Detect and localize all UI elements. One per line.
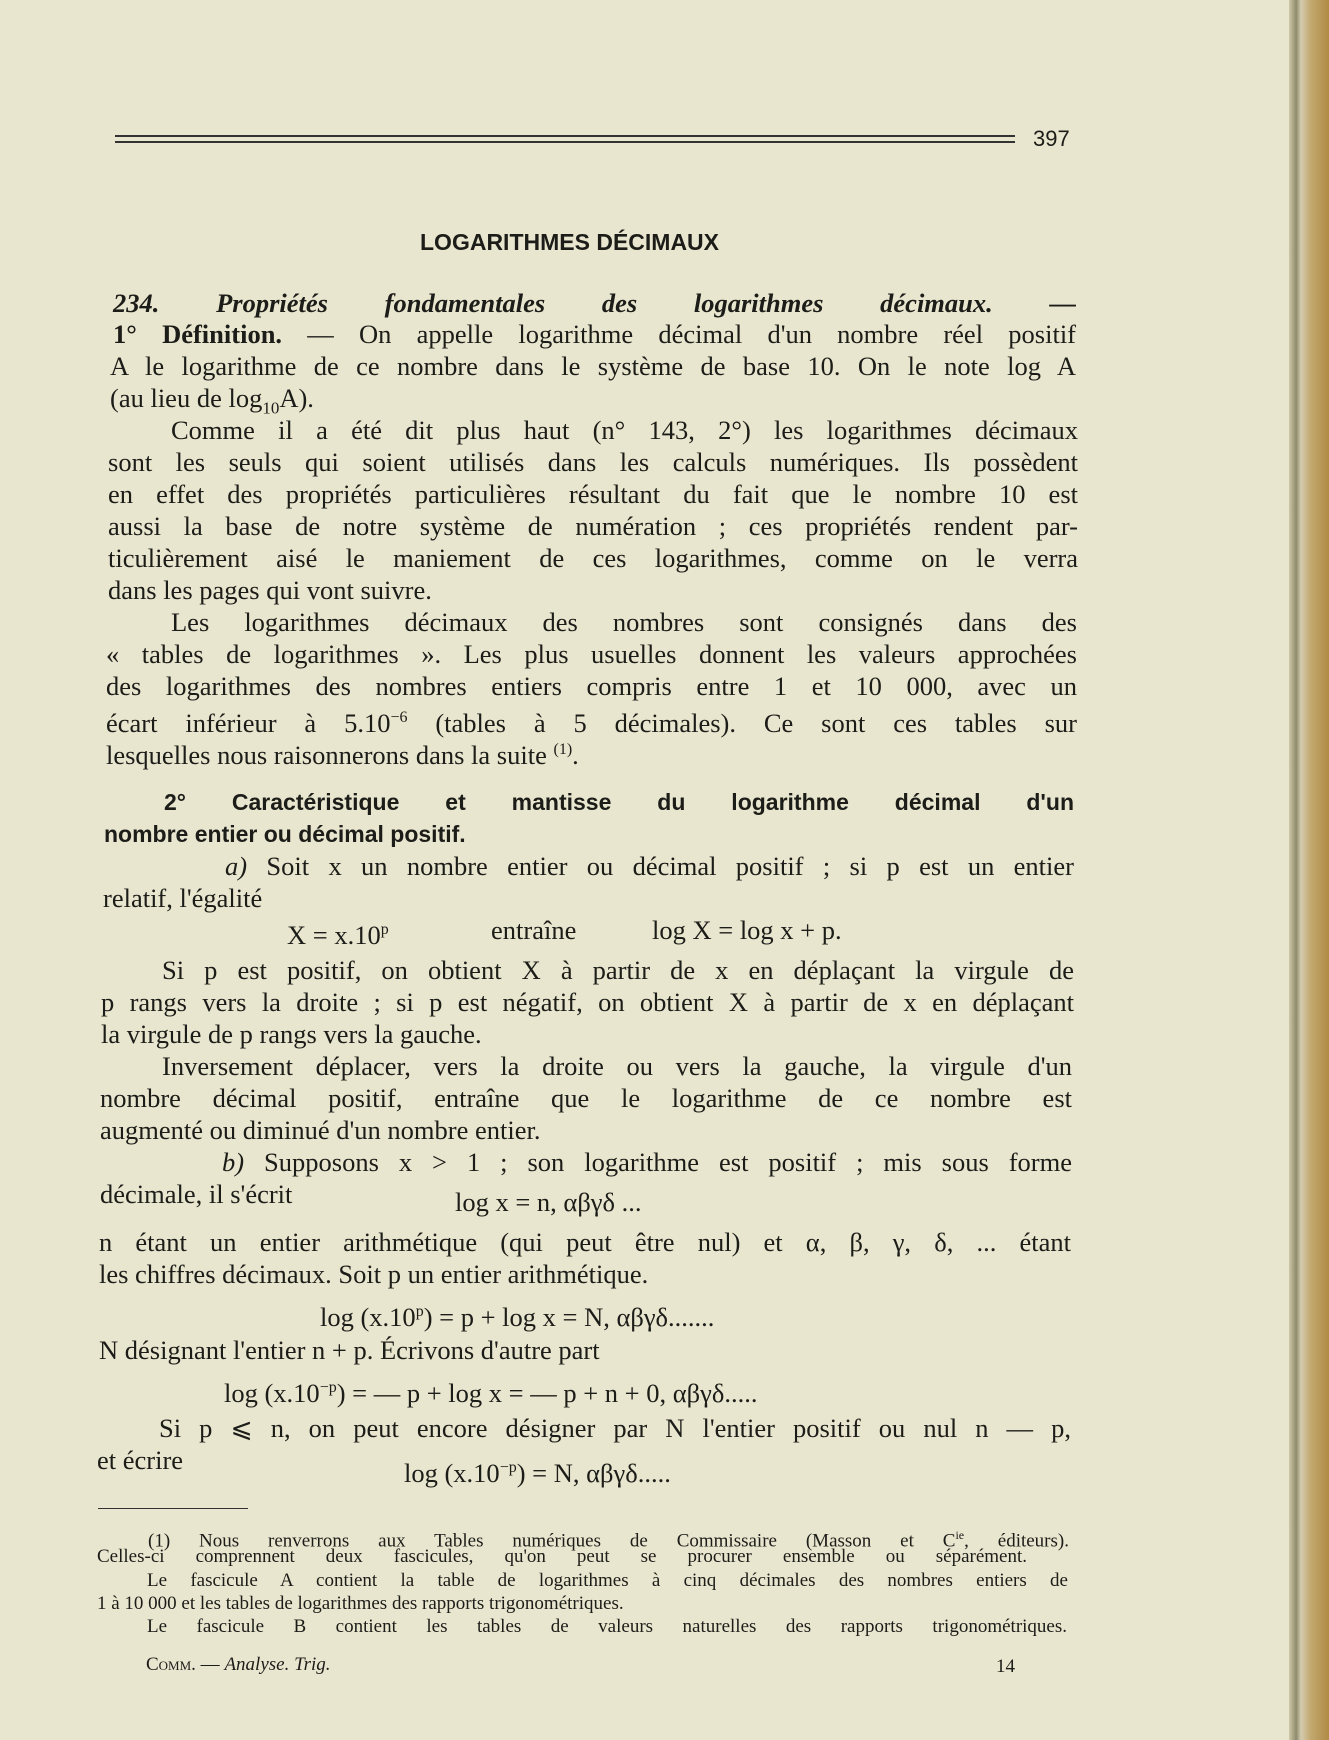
superscript: ie (955, 1528, 965, 1542)
text-span: écart inférieur à 5.10 (106, 707, 391, 738)
para-line: la virgule de p rangs vers la gauche. (101, 1019, 482, 1049)
para-line: des logarithmes des nombres entiers compris entre 1 et 10 000, avec un (106, 671, 1077, 701)
para-line (106, 734, 579, 771)
text-span: ) = — p + log x = — p + n + 0, αβγδ..... (336, 1377, 758, 1408)
para-line: et écrire (97, 1445, 184, 1475)
header-rule (115, 141, 1015, 143)
footnote-line: Celles-ci comprennent deux fascicules, qu'on peut se procurer ensemble ou séparément. (97, 1546, 1027, 1567)
text-span: log (x.10 (224, 1377, 320, 1408)
text-span: Comm. — (146, 1654, 225, 1675)
para-line: Si p est positif, on obtient X à partir de x en déplaçant la virgule de (162, 955, 1074, 985)
para-line: les chiffres décimaux. Soit p un entier arithmétique. (99, 1259, 649, 1289)
para-line: ticulièrement aisé le maniement de ces logarithmes, comme on le verra (108, 543, 1078, 573)
superscript: −p (499, 1459, 517, 1476)
para-line (222, 1146, 1072, 1178)
signature-mark (146, 1654, 331, 1676)
equation (224, 1372, 757, 1409)
signature-number: 14 (996, 1656, 1015, 1677)
text-span: — On appelle logarithme décimal d'un nombre réel positif (307, 319, 1076, 349)
header-rule (115, 135, 1015, 137)
text-span: X = x.10 (287, 919, 381, 950)
equation (404, 1452, 671, 1489)
equation (320, 1296, 714, 1333)
item-label: b) (222, 1147, 245, 1177)
equation-connector: entraîne (491, 915, 577, 945)
para-line: augmenté ou diminué d'un nombre entier. (100, 1115, 541, 1145)
text-span: (tables à 5 décimales). Ce sont ces tables sur (407, 707, 1077, 738)
para-line: relatif, l'égalité (103, 883, 263, 913)
para-line: en effet des propriétés particulières résultant du fait que le nombre 10 est (108, 479, 1078, 509)
footnote-line: Le fascicule B contient les tables de valeurs naturelles des rapports trigonométriques. (147, 1616, 1067, 1637)
superscript: (1) (553, 741, 573, 758)
definition-label: 1° Définition. (113, 319, 283, 349)
subsection-heading: 2° Caractéristique et mantisse du logarithme décimal d'un (164, 789, 1074, 815)
superscript: −p (319, 1379, 337, 1396)
text-span: log (x.10 (404, 1457, 500, 1488)
footnote-line: Le fascicule A contient la table de logarithmes à cinq décimales des nombres entiers de (147, 1570, 1068, 1591)
equation: log X = log x + p. (652, 915, 842, 945)
para-line: p rangs vers la droite ; si p est négatif, on obtient X à partir de x en déplaçant (101, 987, 1074, 1017)
text-span: (1) Nous renverrons aux Tables numériques de Commissaire (Masson et C (148, 1530, 956, 1552)
text-span: A). (279, 383, 314, 413)
item-label: a) (225, 851, 248, 881)
text-span: Soit x un nombre entier ou décimal positif ; si p est un entier (247, 851, 1074, 881)
para-line: sont les seuls qui soient utilisés dans les calculs numériques. Ils possèdent (108, 447, 1078, 477)
superscript: p (415, 1303, 424, 1320)
para-line: Si p ⩽ n, on peut encore désigner par N l'entier positif ou nul n — p, (159, 1413, 1071, 1443)
para-234-line (113, 318, 1076, 350)
subscript: 10 (262, 398, 280, 418)
text-span: Supposons x > 1 ; son logarithme est positif ; mis sous forme (244, 1147, 1072, 1177)
para-line: décimale, il s'écrit (100, 1179, 293, 1209)
para-line: Inversement déplacer, vers la droite ou vers la gauche, la virgule d'un (162, 1051, 1072, 1081)
para-line: dans les pages qui vont suivre. (108, 575, 432, 605)
superscript: p (380, 921, 389, 938)
para-line: aussi la base de notre système de numération ; ces propriétés rendent par- (108, 511, 1078, 541)
para-234-line: A le logarithme de ce nombre dans le système de base 10. On le note log A (110, 351, 1076, 381)
para-line: Les logarithmes décimaux des nombres sont consignés dans des (171, 607, 1077, 637)
equation (287, 914, 389, 951)
text-span: ) = N, αβγδ..... (516, 1457, 671, 1488)
footnote-line: 1 à 10 000 et les tables de logarithmes des rapports trigonométriques. (97, 1593, 624, 1614)
page-edge (1289, 0, 1329, 1740)
text-span: . (572, 739, 579, 770)
text-span: , éditeurs). (964, 1530, 1069, 1552)
text-span: (au lieu de log (110, 383, 263, 413)
superscript: −6 (390, 709, 408, 726)
text-span: Analyse. Trig. (224, 1654, 331, 1675)
text-span: lesquelles nous raisonnerons dans la suite (106, 739, 554, 770)
para-line: n étant un entier arithmétique (qui peut être nul) et α, β, γ, δ, ... étant (99, 1227, 1071, 1257)
para-line (225, 850, 1074, 882)
page-number: 397 (1033, 126, 1070, 151)
section-title: LOGARITHMES DÉCIMAUX (420, 229, 719, 255)
para-line: Comme il a été dit plus haut (n° 143, 2°) les logarithmes décimaux (171, 415, 1078, 445)
para-line: N désignant l'entier n + p. Écrivons d'autre part (99, 1335, 600, 1365)
text-span: ) = p + log x = N, αβγδ....... (423, 1301, 715, 1332)
subsection-heading: nombre entier ou décimal positif. (104, 821, 466, 847)
para-line: « tables de logarithmes ». Les plus usuelles donnent les valeurs approchées (106, 639, 1077, 669)
text-span: log (x.10 (320, 1301, 416, 1332)
para-line: nombre décimal positif, entraîne que le logarithme de ce nombre est (100, 1083, 1072, 1113)
footnote-rule (98, 1508, 248, 1509)
para-234-heading: 234. Propriétés fondamentales des logarithmes décimaux. — (113, 288, 1076, 318)
equation: log x = n, αβγδ ... (455, 1187, 642, 1217)
